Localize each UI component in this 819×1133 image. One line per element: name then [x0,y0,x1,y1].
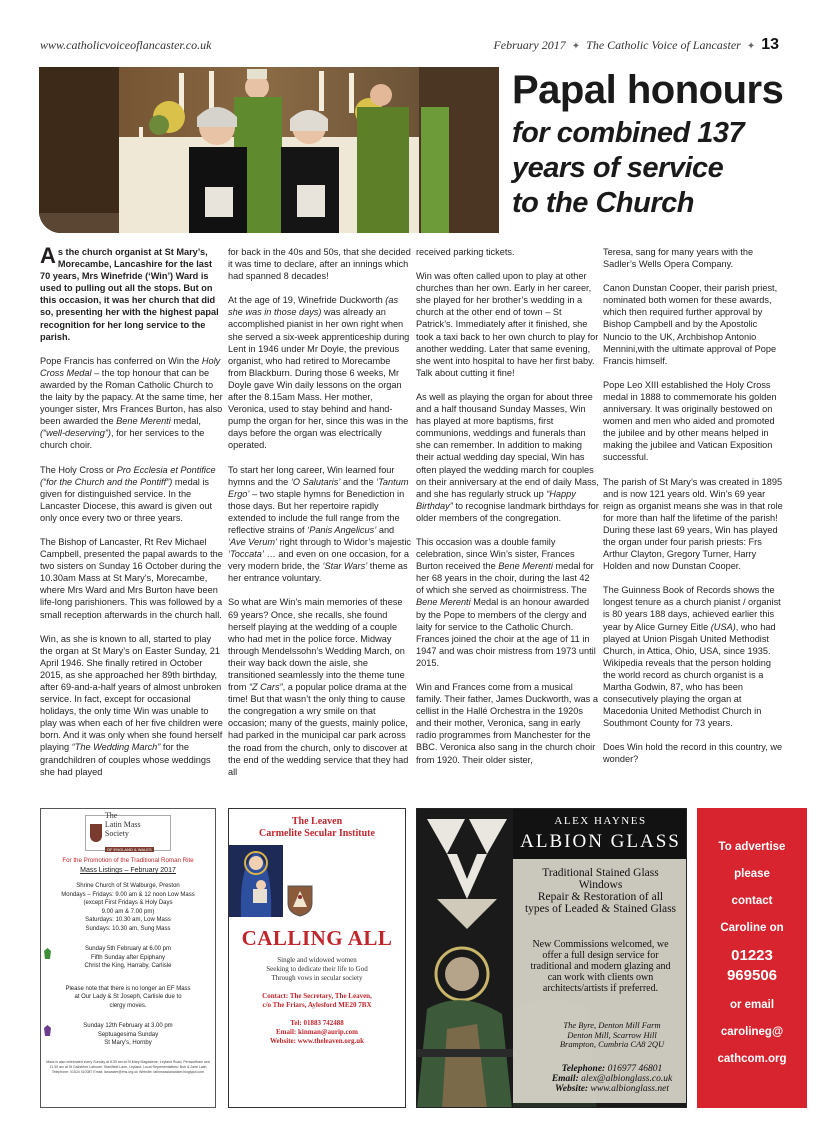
star-separator-icon: ✦ [571,41,581,52]
vestment-green-icon [44,948,51,959]
paragraph: Does Win hold the record in this country, we wonder? [603,742,783,765]
ad-contact-details: Tel: 01883 742488 Email: kinman@aurip.com Website: www.theleaven.org.uk [269,1019,365,1045]
carmelite-shield-icon [287,885,313,917]
advertise-text: Caroline on [720,922,784,934]
paragraph: Win, as she is known to all, started to play the organ at St Mary’s on Easter Sunday, 21 April 1946. She finally retired in October 2015, as she approached her 89th birthday, after 69-and-a-half years of almost unbroken service. In fact, except for occasional holidays, the only time Win was unable to play was when each of her five children were born. And it was only when she found herself playing “The Wedding March” for the grandchildren of couples whose weddings she had played [40,633,223,777]
advertise-email: cathcom.org [717,1053,787,1065]
albion-glass-ad [416,808,687,1108]
event-listing: Sunday 12th February at 3.00 pm Septuagesima Sunday St Mary’s, Hornby [41,1022,215,1048]
advertise-phone: 969506 [726,967,778,984]
issue-date: February 2017 [493,38,566,52]
headline-title: Papal honours [512,68,784,112]
page-header [493,36,779,54]
paragraph: Pope Francis has conferred on Win the Holy Cross Medal – the top honour that can be awarded by the Roman Catholic Church to the laity by the papacy. At the same time, her younger sister, Mrs Frances Burton, has also been awarded the Bene Merenti medal, (“well-deserving”), for her services to the church choir. [40,355,223,451]
ad-name: ALEX HAYNES [554,815,647,827]
headline-subtitle-line: to the Church [512,187,694,219]
listing-title: Mass Listings – February 2017 [80,867,176,874]
advertise-text: or email [729,999,775,1011]
paragraph: Win and Frances come from a musical family. Their father, James Duckworth, was a cellist in the Hallé Orchestra in the 1920s and their mother, Veronica, sang in early radio programmes from Manchester for the BBC. Veronica also sang in the church choir from 1920. Their older sister, [416,682,598,765]
ad-services: Traditional Stained Glass Windows Repair & Restoration of all types of Leaded & Stained Glass [524,867,677,915]
ad-commissions: New Commissions welcomed, we offer a full design service for traditional and modern glazing and can work with clients own architects/artists if preferred. [530,939,671,994]
shrine-schedule: Shrine Church of St Walburge, Preston Mondays – Fridays: 9.00 am & 12 noon Low Mass (except First Fridays & Holy Days 9.00 am & 7.00 pm) Saturdays: 10.30 am, Low Mass Sundays: 10.30 am, Sung Mass [61,883,195,932]
publication-name: The Catholic Voice of Lancaster [586,38,741,52]
paragraph: Canon Dunstan Cooper, their parish priest, nominated both women for these awards, which then required further approval by Bishop Campbell and by the Apostolic Nuncio to the UK, Archbishop Antonio Mennini,with the ultimate approval of Pope Francis himself. [603,283,778,366]
paragraph: The Guinness Book of Records shows the longest tenure as a church pianist / organist is 80 years 188 days, achieved earlier this year by Alice Gurney Eitle (USA), who had played at Union Pisgah United Methodist Church, in Attica, Ohio, USA, since 1935. Wikipedia reveals that the person holding the world record as church organist is a Martha Godwin, 87, who has been consecutively playing the organ at Macedonia United Methodist Church in Southmont County for 73 years. [603,585,781,729]
drop-cap: A [40,243,56,268]
advertise-phone: 01223 [731,947,773,964]
vestment-violet-icon [44,1025,51,1036]
madonna-image-icon [229,845,283,917]
paragraph: At the age of 19, Winefride Duckworth (as she was in those days) was already an accomplished pianist in her own right when she served a six-week apprenticeship during Lent in 1946 under Mr Doyle, the previous organist, who had retired to Morecambe from Blackburn. During those 6 weeks, Mr Doyle gave Win daily lessons on the organ after the 8.15am Mass. Her mother, Veronica, used to stay behind and hand-pump the organ for her, since this was in the days before the organ was electrically operated. [228,295,410,451]
paragraph: Pope Leo XIII established the Holy Cross medal in 1888 to commemorate his golden anniversary. It was originally bestowed on women and men who aided and promoted the jubilee and by other means helped in making the jubilee and Vatican Exposition successful. [603,379,777,463]
paragraph: The Holy Cross or Pro Ecclesia et Pontifice (“for the Church and the Pontiff”) medal is given for distinguished service. In the Lancaster Diocese, this award is given out only once every two or three years. [40,464,216,523]
paragraph: The parish of St Mary’s was created in 1895 and is now 121 years old. Win’s 69 year reign as organist means she was in that role for more than half the lifetime of the parish! During these last 69 years, Win has played the organ under four parish priests: Frs Arthur Clayton, Gregory Turner, Harry Holden and now Dunstan Cooper. [603,476,783,572]
advertise-email: carolineg@ [720,1026,784,1038]
fine-print: Mass is also celebrated every Sunday at 8.30 am at St Mary Magdalene, Leyland Road, Penwortham and 11.30 am at St Catherine Labouré, Stanifield Lane, Leyland. Local Representatives: Bob & Jane Latin Telephone: 01524 410087 Email: lancaster@lms.org.uk Website: latinmasslancaster.blogspot.com [46,1059,210,1074]
article-headline [512,68,802,221]
advertise-box [697,808,807,1108]
ad-contact: Telephone: 016977 46801 Email: alex@albionglass.co.uk Website: www.albionglass.net [551,1064,673,1094]
albion-glass-logo: ALBION GLASS [520,831,681,852]
ad-address: The Byre, Denton Mill Farm Denton Mill, Scarrow Hill Brampton, Cumbria CA8 2QU [559,1020,665,1049]
ad-body: Single and widowed women Seeking to dedicate their life to God Through vows in secular society [266,956,368,982]
advertise-text: contact [731,895,773,907]
headline-subtitle-line: years of service [512,152,724,184]
notice: Please note that there is no longer an EF Mass at Our Lady & St Joseph, Carlisle due to clergy moves. [65,985,191,1009]
crest-icon [90,824,102,842]
advertise-text: To advertise [718,841,786,853]
ad-title: The Leaven [291,816,343,827]
article-column-3 [416,246,599,778]
article-column-4 [603,246,786,778]
paragraph: To start her long career, Win learned four hymns and the ‘O Salutaris’ and the ‘Tantum Ergo’ – two staple hymns for Benediction in those days. But her repertoire rapidly extended to include the full range from the reflective strains of ‘Panis Angelicus’ and ‘Ave Verum’ right through to Widor’s majestic ‘Toccata’ … and even on one occasion, for a very modern bride, the ‘Star Wars’ theme as her entrance voluntary. [228,464,411,584]
paragraph: As well as playing the organ for about three and a half thousand Sunday Masses, Win has played at more baptisms, first communions, weddings and funerals than she can remember. In addition to making their actual wedding day special, Win has often played the wedding march for couples on their anniversary at the end of daily Mass, and she has regularly struck up “Happy Birthday” to recognise landmark birthdays for older members of the congregation. [416,391,599,523]
paragraph: Teresa, sang for many years with the Sadler’s Wells Opera Company. [603,247,754,270]
latin-mass-society-ad [40,808,216,1108]
event-listing: Sunday 5th February at 6.00 pm Fifth Sunday after Epiphany Christ the King, Harraby, Carlisle [41,945,215,971]
leaven-ad [228,808,406,1108]
paragraph: The Bishop of Lancaster, Rt Rev Michael Campbell, presented the papal awards to the two sisters on Sunday 16 October during the 10.30am Mass at St Mary’s, Morecambe, where Mrs Ward and Mrs Burton have been life-long parishioners. This was followed by a small reception afterwards in the church hall. [40,536,223,620]
paragraph: Win was often called upon to play at other churches than her own. Early in her career, she played for her brother’s wedding in a church at the other end of town – St Patrick’s. Immediately after it finished, she took a taxi back to her own church to play for another wedding. Later that same evening, she went into hospital to have her first baby. Talk about cutting it fine! [416,271,599,378]
latin-mass-society-logo: The Latin Mass Society OF ENGLAND & WALES [85,815,171,851]
lead-paragraph: As the church organist at St Mary’s, Morecambe, Lancashire for the last 70 years, Mrs Winefride (‘Win’) Ward is used to pulling out all the stops. But on this occasion, it was her church that did so, presenting her with the highest papal recognition for her long service to the parish. [40,243,219,342]
advertise-text: please [734,868,770,880]
page-number: 13 [761,36,779,53]
paragraph: So what are Win’s main memories of these 69 years? Once, she recalls, she found herself playing at the wedding of a couple who had met in the police force. Midway through Mendelssohn’s Wedding March, on their way back down the aisle, she transitioned seamlessly into the theme tune from “Z Cars”, a popular police drama at the time! But that wasn’t the only thing to cause the congregation a wry smile on that occasion; many of the guests, mainly police, had parked in the municipal car park across the road from the church, only to discover at the end of the wedding service that they had all [228,597,409,777]
paragraph: for back in the 40s and 50s, that she decided it was time to declare, after an innings which had spanned 8 decades! [228,247,411,282]
calling-all-headline: CALLING ALL [241,926,393,950]
ad-tagline: For the Promotion of the Traditional Roman Rite [62,857,194,864]
article-column-1 [40,243,223,790]
ad-contact: Contact: The Secretary, The Leaven, c/o The Friars, Aylesford ME20 7BX [262,992,372,1009]
star-separator-icon: ✦ [746,41,756,52]
paragraph: received parking tickets. [416,247,515,257]
headline-subtitle-line: for combined 137 [512,117,745,149]
article-column-2 [228,246,411,790]
paragraph: This occasion was a double family celebration, since Win’s sister, Frances Burton received the Bene Merenti medal for her 68 years in the choir, during the last 42 of which she served as choirmistress. The Bene Merenti Medal is an honour awarded by the Pope to members of the clergy and laity for service to the Catholic Church. Frances joined the choir at the age of 11 in 1947 and was choir mistress from 1973 until 2015. [416,536,596,668]
ad-subtitle: Carmelite Secular Institute [259,828,375,839]
site-url: www.catholicvoiceoflancaster.co.uk [40,38,212,52]
article-photo [39,67,499,233]
